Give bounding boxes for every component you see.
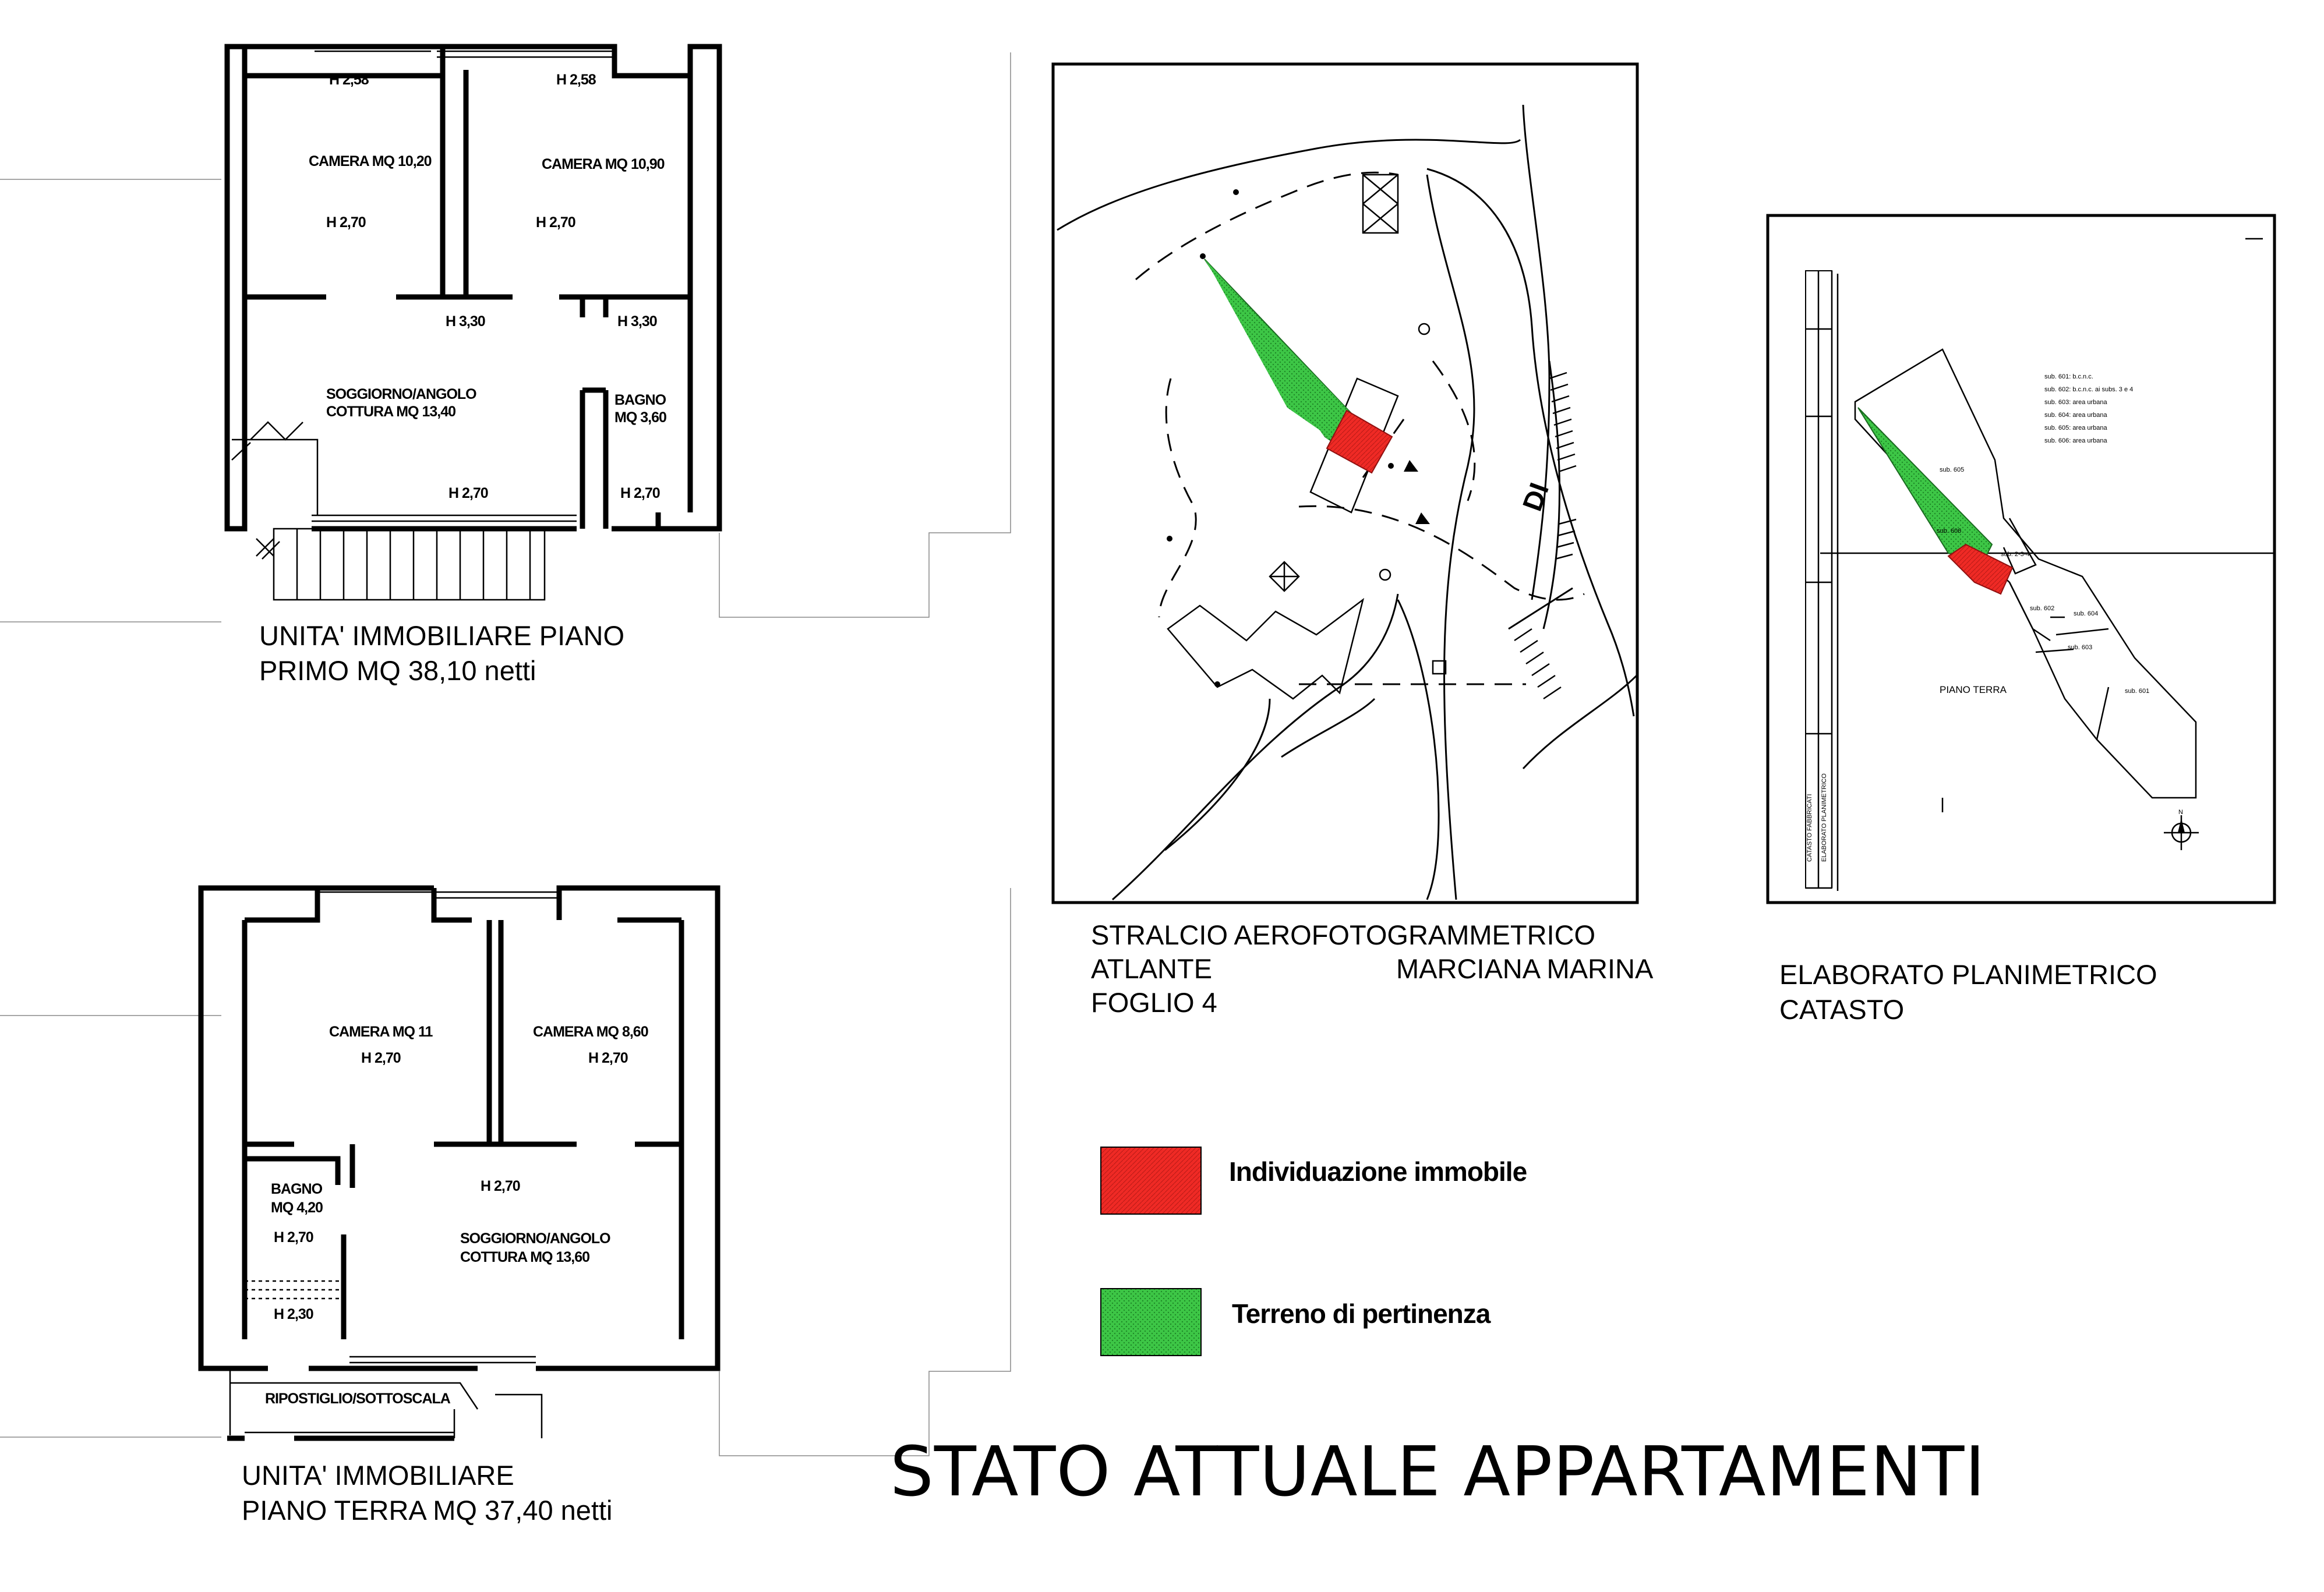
ff-caption-line1: UNITA' IMMOBILIARE PIANO [259, 620, 625, 651]
aerial-caption-line1: STRALCIO AEROFOTOGRAMMETRICO [1091, 919, 1596, 950]
cadastre-caption-line2: CATASTO [1779, 994, 1905, 1025]
legend-label-immobile: Individuazione immobile [1229, 1156, 1527, 1187]
gf-caption-line2: PIANO TERRA MQ 37,40 netti [242, 1495, 613, 1526]
aerial-caption-line2a: ATLANTE [1091, 953, 1213, 984]
ff-soggiorno-line1: SOGGIORNO/ANGOLO [326, 386, 476, 402]
gf-camera-left: CAMERA MQ 11 [329, 1024, 433, 1040]
gf-camera-right: CAMERA MQ 8,60 [533, 1024, 648, 1040]
gf-h270-cam-left: H 2,70 [361, 1050, 401, 1066]
cadastre-sub-604: sub. 604: area urbana [2044, 412, 2107, 419]
aerial-caption-line2b: MARCIANA MARINA [1396, 953, 1654, 984]
ff-h330-left: H 3,30 [446, 313, 485, 330]
legend-label-terreno: Terreno di pertinenza [1232, 1299, 1491, 1329]
ground-floor-plan [201, 888, 718, 1438]
ff-camera-right: CAMERA MQ 10,90 [542, 156, 665, 172]
ff-h258-left: H 2,58 [329, 72, 369, 88]
cadastre-piano-terra: PIANO TERRA [1940, 684, 2007, 695]
legend [1101, 1147, 1527, 1356]
cadastre-frame [1768, 215, 2274, 903]
gf-h270-mid: H 2,70 [481, 1178, 520, 1194]
cadastre-lbl-606: sub. 606 [1937, 528, 1962, 535]
ff-h270-bagno: H 2,70 [620, 485, 660, 501]
gf-soggiorno-line2: COTTURA MQ 13,60 [460, 1249, 590, 1265]
ff-h258-right: H 2,58 [556, 72, 596, 88]
aerial-caption-line3: FOGLIO 4 [1091, 987, 1217, 1018]
cadastre-lbl-234: sub. 2-3-4 [2001, 551, 2030, 558]
ff-caption-line2: PRIMO MQ 38,10 netti [259, 655, 536, 686]
cadastre-sub-601: sub. 601: b.c.n.c. [2044, 373, 2093, 380]
cadastre-sheet [1768, 215, 2274, 903]
ff-bagno-line1: BAGNO [614, 392, 666, 408]
cadastre-lbl-605: sub. 605 [1940, 466, 1965, 473]
gf-h270-bagno: H 2,70 [274, 1229, 313, 1246]
aerial-road-label: DI [1516, 479, 1555, 515]
gf-caption-line1: UNITA' IMMOBILIARE [242, 1460, 514, 1491]
gf-ripostiglio: RIPOSTIGLIO/SOTTOSCALA [265, 1391, 450, 1407]
cadastre-caption-line1: ELABORATO PLANIMETRICO [1779, 959, 2157, 990]
ff-h270-cam-right: H 2,70 [536, 214, 575, 231]
aerial-map [1053, 64, 1637, 903]
north-label: N [2178, 809, 2183, 816]
cadastre-side-text-2: ELABORATO PLANIMETRICO [1821, 773, 1828, 862]
ff-h270-cam-left: H 2,70 [326, 214, 366, 231]
first-floor-plan [227, 47, 719, 600]
cadastre-sub-606: sub. 606: area urbana [2044, 437, 2107, 444]
gf-h270-cam-right: H 2,70 [588, 1050, 628, 1066]
cadastre-side-text-1: CATASTO FABBRICATI [1806, 794, 1813, 862]
legend-swatch-terreno [1101, 1289, 1201, 1356]
ff-h270-soggiorno: H 2,70 [448, 485, 488, 501]
ff-camera-left: CAMERA MQ 10,20 [309, 153, 432, 169]
aerial-map-frame [1053, 64, 1637, 903]
cadastre-lbl-603: sub. 603 [2068, 644, 2093, 651]
gf-h230: H 2,30 [274, 1306, 313, 1322]
legend-swatch-immobile [1101, 1147, 1201, 1214]
cadastre-lbl-602: sub. 602 [2030, 605, 2055, 612]
cadastre-sub-603: sub. 603: area urbana [2044, 399, 2107, 406]
gf-bagno-line1: BAGNO [271, 1181, 323, 1197]
cadastre-sub-602: sub. 602: b.c.n.c. ai subs. 3 e 4 [2044, 386, 2134, 393]
gf-bagno-line2: MQ 4,20 [271, 1200, 323, 1216]
ff-soggiorno-line2: COTTURA MQ 13,40 [326, 404, 456, 420]
ff-h330-right: H 3,30 [617, 313, 657, 330]
gf-soggiorno-line1: SOGGIORNO/ANGOLO [460, 1230, 610, 1247]
ff-bagno-line2: MQ 3,60 [614, 409, 666, 426]
cadastre-lbl-604: sub. 604 [2074, 610, 2099, 617]
page-title: STATO ATTUALE APPARTAMENTI [890, 1431, 1986, 1512]
cadastre-sub-605: sub. 605: area urbana [2044, 424, 2107, 431]
cadastre-lbl-601: sub. 601 [2125, 688, 2150, 695]
